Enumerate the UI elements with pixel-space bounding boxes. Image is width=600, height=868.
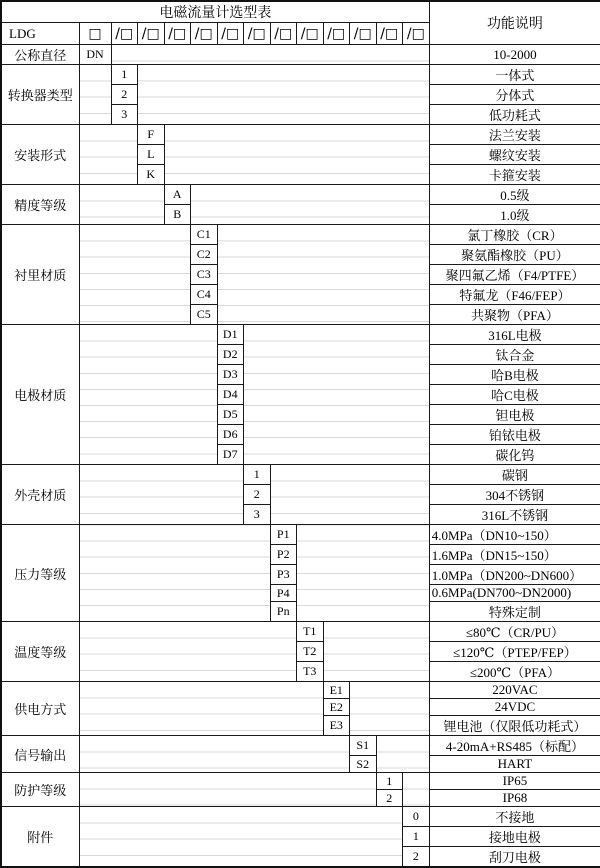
table-row: [1, 773, 600, 790]
section-label: 衬里材质: [1, 225, 79, 325]
function-value: 螺纹安装: [429, 145, 600, 165]
code-cell: S2: [350, 756, 377, 773]
code-cell: 2: [376, 790, 403, 807]
empty-region-left: [79, 682, 323, 736]
code-cell: 1: [403, 827, 430, 847]
section-label: 信号输出: [1, 736, 79, 773]
model-slot-box: /□: [191, 23, 218, 45]
function-value: 钛合金: [429, 345, 600, 365]
model-prefix: LDG: [1, 23, 79, 45]
function-value: ≤120℃（PTEP/FEP）: [429, 642, 600, 662]
function-value: 1.0级: [429, 205, 600, 225]
function-value: 碳化钨: [429, 445, 600, 465]
function-value: 304不锈钢: [429, 485, 600, 505]
model-first-box: □: [79, 23, 111, 45]
code-cell: C2: [191, 245, 218, 265]
title-row: [1, 1, 600, 23]
table-row: [1, 807, 600, 827]
code-cell: E1: [323, 682, 350, 699]
table-row: [1, 622, 600, 642]
code-cell: D3: [217, 365, 244, 385]
code-cell: C3: [191, 265, 218, 285]
code-cell: 2: [244, 485, 271, 505]
function-value: 0.5级: [429, 185, 600, 205]
function-value: 共聚物（PFA）: [429, 305, 600, 325]
function-value: 法兰安装: [429, 125, 600, 145]
empty-region-right: [164, 125, 429, 185]
empty-region-left: [79, 807, 403, 868]
table-row: [1, 225, 600, 245]
function-value: IP68: [429, 790, 600, 807]
empty-region: [111, 45, 429, 65]
empty-region-left: [79, 736, 350, 773]
code-cell: 2: [111, 85, 138, 105]
code-cell: P3: [270, 565, 297, 585]
empty-region-right: [323, 622, 429, 682]
code-cell: 2: [403, 847, 430, 868]
empty-region-right: [270, 465, 429, 525]
function-value: 钽电极: [429, 405, 600, 425]
code-cell: T2: [297, 642, 324, 662]
model-slot-box: /□: [164, 23, 191, 45]
function-value: 锂电池（仅限低功耗式）: [429, 716, 600, 736]
function-value: 4.0MPa（DN10~150）: [429, 525, 600, 545]
code-cell: C5: [191, 305, 218, 325]
function-value: 1.6MPa（DN15~150）: [429, 545, 600, 565]
function-value: 一体式: [429, 65, 600, 85]
empty-region-left: [79, 65, 111, 125]
code-cell: E2: [323, 699, 350, 716]
empty-region-right: [191, 185, 430, 225]
table-row: [1, 325, 600, 345]
function-value: HART: [429, 756, 600, 773]
function-value: 特殊定制: [429, 602, 600, 622]
function-value: 分体式: [429, 85, 600, 105]
model-slot-box: /□: [350, 23, 377, 45]
table-row: [1, 682, 600, 699]
code-cell: D7: [217, 445, 244, 465]
function-value: 聚四氟乙烯（F4/PTFE）: [429, 265, 600, 285]
function-column-header: 功能说明: [429, 1, 600, 45]
section-label: 附件: [1, 807, 79, 868]
code-cell: D2: [217, 345, 244, 365]
code-cell: DN: [79, 45, 111, 65]
code-cell: C4: [191, 285, 218, 305]
model-slot-box: /□: [244, 23, 271, 45]
table-row: [1, 125, 600, 145]
function-value: 4-20mA+RS485（标配）: [429, 736, 600, 756]
code-cell: 3: [111, 105, 138, 125]
code-cell: T1: [297, 622, 324, 642]
function-value: 24VDC: [429, 699, 600, 716]
empty-region-left: [79, 465, 244, 525]
code-cell: B: [164, 205, 191, 225]
empty-region-right: [376, 736, 429, 773]
code-cell: 1: [111, 65, 138, 85]
code-cell: 3: [244, 505, 271, 525]
section-label: 公称直径: [1, 45, 79, 65]
model-slot-box: /□: [297, 23, 324, 45]
code-cell: P1: [270, 525, 297, 545]
section-label: 温度等级: [1, 622, 79, 682]
model-slot-box: /□: [270, 23, 297, 45]
empty-region-left: [79, 622, 297, 682]
function-value: ≤80℃（CR/PU）: [429, 622, 600, 642]
function-value: 1.0MPa（DN200~DN600）: [429, 565, 600, 585]
code-cell: A: [164, 185, 191, 205]
function-value: 铂铱电极: [429, 425, 600, 445]
function-value: 卡箍安装: [429, 165, 600, 185]
code-cell: 1: [244, 465, 271, 485]
empty-region-left: [79, 125, 138, 185]
section-label: 精度等级: [1, 185, 79, 225]
empty-region-right: [138, 65, 430, 125]
table-row: [1, 525, 600, 545]
function-value: 哈C电极: [429, 385, 600, 405]
code-cell: S1: [350, 736, 377, 756]
table-row: [1, 65, 600, 85]
code-cell: P4: [270, 585, 297, 602]
function-value: 220VAC: [429, 682, 600, 699]
section-label: 电极材质: [1, 325, 79, 465]
function-value: 低功耗式: [429, 105, 600, 125]
empty-region-left: [79, 325, 217, 465]
section-label: 外壳材质: [1, 465, 79, 525]
diameter-row: [1, 45, 600, 65]
function-value: 0.6MPa(DN700~DN2000): [429, 585, 600, 602]
empty-region-right: [217, 225, 429, 325]
code-cell: D6: [217, 425, 244, 445]
code-cell: E3: [323, 716, 350, 736]
section-label: 安装形式: [1, 125, 79, 185]
function-value: 氯丁橡胶（CR）: [429, 225, 600, 245]
code-cell: P2: [270, 545, 297, 565]
section-label: 转换器类型: [1, 65, 79, 125]
code-cell: F: [138, 125, 165, 145]
function-value: 不接地: [429, 807, 600, 827]
function-value: IP65: [429, 773, 600, 790]
table-row: [1, 185, 600, 205]
empty-region-right: [403, 773, 430, 807]
code-cell: D5: [217, 405, 244, 425]
function-value: 接地电极: [429, 827, 600, 847]
empty-region-right: [297, 525, 430, 622]
function-value: 316L电极: [429, 325, 600, 345]
section-label: 压力等级: [1, 525, 79, 622]
function-value: 刮刀电极: [429, 847, 600, 868]
code-cell: T3: [297, 662, 324, 682]
code-cell: 1: [376, 773, 403, 790]
code-cell: C1: [191, 225, 218, 245]
table-row: [1, 736, 600, 756]
model-slot-box: /□: [111, 23, 138, 45]
code-cell: D4: [217, 385, 244, 405]
model-slot-box: /□: [403, 23, 430, 45]
empty-region-right: [350, 682, 430, 736]
table-row: [1, 465, 600, 485]
empty-region-left: [79, 185, 164, 225]
empty-region-right: [244, 325, 430, 465]
model-slot-box: /□: [138, 23, 165, 45]
code-cell: L: [138, 145, 165, 165]
code-cell: 0: [403, 807, 430, 827]
function-value: 碳钢: [429, 465, 600, 485]
function-value: 10-2000: [429, 45, 600, 65]
function-value: ≤200℃（PFA）: [429, 662, 600, 682]
empty-region-left: [79, 773, 376, 807]
model-slot-box: /□: [323, 23, 350, 45]
code-cell: Pn: [270, 602, 297, 622]
function-value: 特氟龙（F46/FEP）: [429, 285, 600, 305]
table-title: 电磁流量计选型表: [1, 1, 429, 23]
code-cell: D1: [217, 325, 244, 345]
section-label: 防护等级: [1, 773, 79, 807]
section-label: 供电方式: [1, 682, 79, 736]
function-value: 哈B电极: [429, 365, 600, 385]
empty-region-left: [79, 225, 191, 325]
model-slot-box: /□: [376, 23, 403, 45]
code-cell: K: [138, 165, 165, 185]
function-value: 聚氨酯橡胶（PU）: [429, 245, 600, 265]
function-value: 316L不锈钢: [429, 505, 600, 525]
empty-region-left: [79, 525, 270, 622]
model-slot-box: /□: [217, 23, 244, 45]
